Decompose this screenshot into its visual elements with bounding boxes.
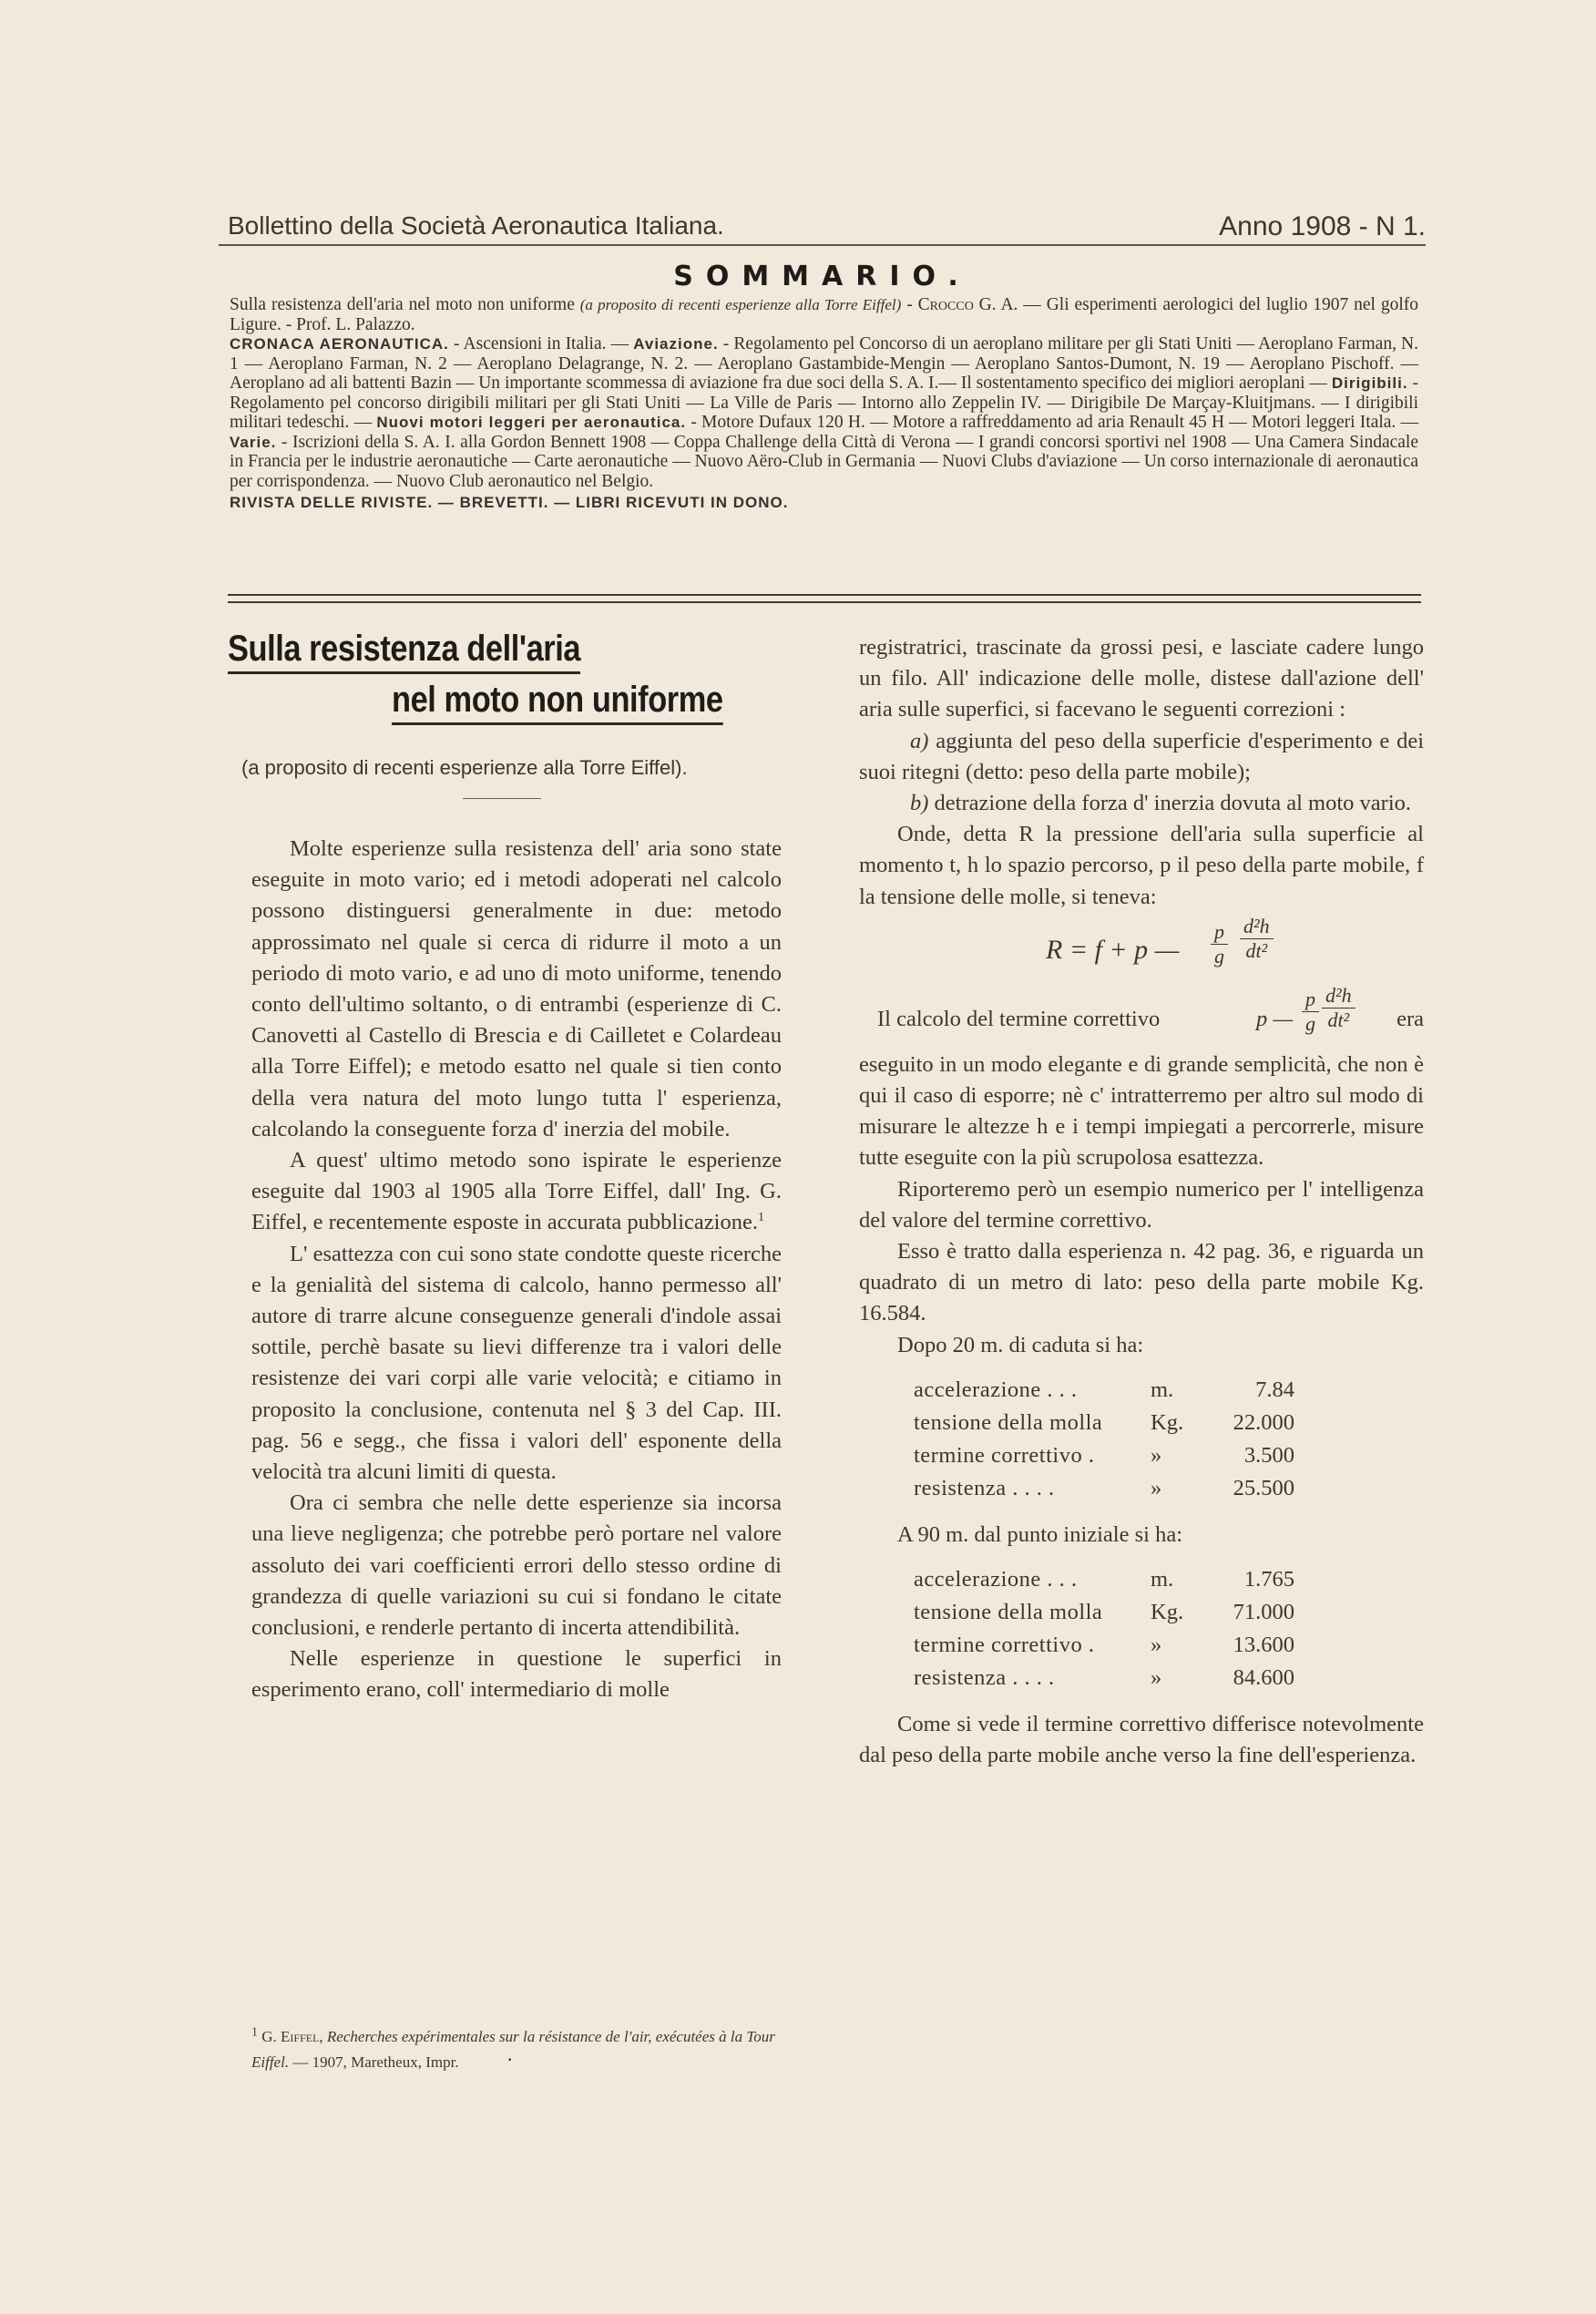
right-column <box>859 632 1424 1771</box>
paragraph <box>251 1145 782 1239</box>
calc-text: Il calcolo del termine correttivo <box>877 1006 1161 1031</box>
paragraph: Come si vede il termine correttivo differisce notevolmente dal peso della parte mobile anche verso la fine dell'esperienza. <box>859 1712 1424 1768</box>
fraction-denominator: dt² <box>1245 938 1268 962</box>
paragraph: Dopo 20 m. di caduta si ha: <box>897 1332 1144 1357</box>
toc-entry-note: (a proposito di recenti esperienze alla Torre Eiffel) <box>579 296 902 313</box>
toc-section-label: Dirigibili. <box>1331 374 1408 392</box>
row-unit: » <box>1151 1475 1162 1500</box>
correction-b <box>859 788 1424 819</box>
row-unit: » <box>1151 1664 1162 1690</box>
paragraph: Ora ci sembra che nelle dette esperienze sia incorsa una lieve negligenza; che potrebbe però portare nel valore assoluto dei vari coefficienti errori dello stesso ordine di grandezza di quelle variazioni su cui si fondano le citate conclusioni, e renderle pertanto di incerta attendibilità. <box>251 1490 782 1641</box>
row-unit: m. <box>1151 1377 1174 1402</box>
correction-term-line <box>859 984 1424 1049</box>
toc-section <box>230 334 1418 491</box>
issue-number: Anno 1908 - N 1. <box>1219 211 1426 241</box>
table-of-contents <box>230 295 1418 513</box>
section-divider <box>228 594 1421 603</box>
correction-a <box>859 726 1424 788</box>
fraction-denominator: g <box>1305 1011 1315 1035</box>
table-row <box>914 1472 1294 1505</box>
paragraph-text: A quest' ultimo metodo sono ispirate le esperienze eseguite dal 1903 al 1905 alla Torre Eiffel, dall' Ing. G. Eiffel, e recentemente esposte in accurata pubblicazione. <box>251 1148 782 1235</box>
row-label: resistenza . . . . <box>914 1664 1055 1690</box>
values-table-90m <box>914 1563 1294 1695</box>
footnote-title: Recherches expérimentales sur la résistance de l'air, exécutées à la Tour Eiffel. <box>251 2028 775 2071</box>
toc-section-text: - Regolamento pel concorso dirigibili militari per gli Stati Uniti — La Ville de Paris — Intorno allo Zeppelin IV. — Dirigibile De Marçay-Kluitjmans. — I dirigibili militari tedeschi. — <box>230 374 1418 432</box>
toc-entry-text: Sulla resistenza dell'aria nel moto non uniforme <box>230 295 575 314</box>
row-label: tensione della molla <box>914 1409 1103 1435</box>
toc-section-text: - Motore Dufaux 120 H. — Motore a raffreddamento ad aria Renault 45 H — Motori leggeri Itala. — <box>691 413 1419 432</box>
table-row <box>914 1629 1294 1662</box>
calc-fraction-p-over-g <box>1302 988 1319 1036</box>
row-value: 22.000 <box>1233 1409 1294 1435</box>
paragraph: A 90 m. dal punto iniziale si ha: <box>897 1521 1183 1547</box>
paragraph: registratrici, trascinate da grossi pesi, e lasciate cadere lungo un filo. All' indicazione delle molle, distese dall'azione dell' aria sulle superfici, si facevano le seguenti correzioni : <box>859 635 1424 722</box>
row-unit: Kg. <box>1151 1409 1184 1435</box>
decorative-dot: · <box>506 2048 514 2071</box>
row-value: 71.000 <box>1233 1599 1294 1624</box>
formula-lhs: R = f + p — <box>1046 934 1180 965</box>
left-column <box>251 834 782 1706</box>
fraction-denominator: dt² <box>1327 1008 1350 1031</box>
calc-fraction-derivative <box>1322 984 1356 1032</box>
paragraph: Molte esperienze sulla resistenza dell' aria sono state eseguite in moto vario; ed i metodi adoperati nel calcolo possono distinguersi generalmente in due: metodo approssimato nel quale si cerca di ridurre il moto a un periodo di moto vario, e ad uno di moto uniforme, tenendo conto dell'ultimo soltanto, o di entrambi (esperienze di C. Canovetti al Castello di Brescia e di Cailletet e Colardeau alla Torre Eiffel); e metodo esatto nel quale si tien conto della vera natura del moto lungo tutta l' esperienza, calcolando la conseguente forza d' inerzia del mobile. <box>251 836 782 1142</box>
article-title-line-1: Sulla resistenza dell'aria <box>228 629 580 674</box>
calc-term: p — <box>1256 1006 1294 1031</box>
row-unit: » <box>1151 1632 1162 1657</box>
toc-section-text: - Regolamento pel Concorso di un aeroplano militare per gli Stati Uniti — Aeroplano Farman, N. 1 — Aeroplano Farman, N. 2 — Aeroplano Delagrange, N. 2. — Aeroplano Gastambide-Mengin — Aeroplano Santos-Dumont, N. 19 — Aeroplano Pischoff. — Aeroplano ad ali battenti Bazin — Un importante scommessa di aviazione fra due soci della S. A. I.— Il sostentamento specifico dei migliori aeroplani — <box>230 334 1419 393</box>
paragraph: eseguito in un modo elegante e di grande semplicità, che non è qui il caso di esporre; nè c' intratterremo per altro sul modo di misurare le altezze h e i tempi impiegati a percorrerle, misure tutte eseguite con la più scrupolosa esattezza. <box>859 1051 1424 1171</box>
item-text: detrazione della forza d' inerzia dovuta al moto vario. <box>934 791 1411 816</box>
row-label: tensione della molla <box>914 1599 1103 1624</box>
header-rule <box>219 244 1426 246</box>
paragraph: Riporteremo però un esempio numerico per l' intelligenza del valore del termine correttivo. <box>859 1176 1424 1233</box>
fraction-denominator: g <box>1214 944 1224 968</box>
toc-entry <box>230 295 1418 334</box>
toc-bottom-sections: RIVISTA DELLE RIVISTE. — BREVETTI. — LIBRI RICEVUTI IN DONO. <box>230 494 789 511</box>
toc-entry-text: Gli esperimenti aerologici del luglio 1907 nel golfo Ligure. - Prof. L. Palazzo. <box>230 295 1419 334</box>
toc-section-label: Aviazione. <box>633 335 719 353</box>
item-text: aggiunta del peso della superficie d'esperimento e dei suoi ritegni (detto: peso della parte mobile); <box>859 728 1425 784</box>
row-value: 84.600 <box>1233 1664 1294 1690</box>
table-row <box>914 1662 1294 1695</box>
toc-section-label: CRONACA AERONAUTICA. <box>230 335 449 353</box>
values-table-20m <box>914 1374 1294 1505</box>
footnote-mark: 1 <box>251 2025 258 2040</box>
title-divider <box>463 798 541 799</box>
toc-section-text: - Ascensioni in Italia. — <box>454 334 629 353</box>
sommario-title: SOMMARIO. <box>673 261 971 292</box>
toc-section-label: Nuovi motori leggeri per aeronautica. <box>376 414 687 431</box>
row-label: termine correttivo . <box>914 1442 1095 1468</box>
row-value: 7.84 <box>1255 1377 1294 1402</box>
fraction-numerator: d²h <box>1322 984 1356 1009</box>
row-value: 13.600 <box>1233 1632 1294 1657</box>
row-unit: m. <box>1151 1566 1174 1592</box>
toc-section-text: - Iscrizioni della S. A. I. alla Gordon Bennett 1908 — Coppa Challenge della Città di Verona — I grandi concorsi sportivi nel 1908 — Una Camera Sindacale in Francia per le industrie aeronautiche — Carte aeronautiche — Nuovo Aëro-Club in Germania — Nuovi Clubs d'aviazione — Un corso internazionale di aeronautica per corrispondenza. — Nuovo Club aeronautico nel Belgio. <box>230 432 1419 491</box>
toc-section-label: Varie. <box>230 433 277 451</box>
row-label: accelerazione . . . <box>914 1566 1078 1592</box>
item-label: a) <box>910 728 929 753</box>
footnote-ref: 1 <box>757 1211 764 1225</box>
article-subtitle: (a proposito di recenti esperienze alla Torre Eiffel). <box>241 756 688 779</box>
footnote-rest: — 1907, Maretheux, Impr. <box>292 2053 459 2071</box>
resistance-formula <box>859 913 1424 984</box>
table-row <box>914 1596 1294 1629</box>
row-label: resistenza . . . . <box>914 1475 1055 1500</box>
row-label: accelerazione . . . <box>914 1377 1078 1402</box>
calc-text-end: era <box>1396 1006 1424 1031</box>
table-row <box>914 1374 1294 1407</box>
row-value: 25.500 <box>1233 1475 1294 1500</box>
article-title-line-2: nel moto non uniforme <box>392 680 723 725</box>
fraction-numerator: d²h <box>1240 915 1274 939</box>
row-value: 3.500 <box>1243 1442 1294 1468</box>
paragraph: Nelle esperienze in questione le superfici in esperimento erano, coll' intermediario di molle <box>251 1646 782 1703</box>
journal-name: Bollettino della Società Aeronautica Italiana. <box>228 211 724 240</box>
footnote <box>251 2024 798 2075</box>
toc-entry-author: - Crocco G. A. — <box>906 295 1041 314</box>
row-label: termine correttivo . <box>914 1632 1095 1657</box>
table-row <box>914 1439 1294 1472</box>
table-row <box>914 1563 1294 1596</box>
fraction-p-over-g <box>1211 920 1228 968</box>
paragraph: Onde, detta R la pressione dell'aria sulla superficie al momento t, h lo spazio percorso, p il peso della parte mobile, f la tensione delle molle, si teneva: <box>859 822 1424 909</box>
footnote-author: G. Eiffel, <box>261 2028 323 2045</box>
table-row <box>914 1407 1294 1439</box>
row-unit: Kg. <box>1151 1599 1184 1624</box>
row-unit: » <box>1151 1442 1162 1468</box>
fraction-numerator: p <box>1211 920 1228 945</box>
row-value: 1.765 <box>1243 1566 1294 1592</box>
item-label: b) <box>910 791 929 816</box>
paragraph: Esso è tratto dalla esperienza n. 42 pag. 36, e riguarda un quadrato di un metro di lato: peso della parte mobile Kg. 16.584. <box>859 1239 1424 1326</box>
fraction-second-derivative <box>1240 915 1274 963</box>
paragraph: L' esattezza con cui sono state condotte queste ricerche e la genialità del sistema di calcolo, hanno permesso all' autore di trarre alcune conseguenze generali d'indole assai sottile, perchè basate su lievi differenze tra i valori delle resistenze dei vari corpi alle varie velocità; e citiamo in proposito la conclusione, contenuta nel § 3 del Cap. III. pag. 56 e segg., che fissa i valori dell' esponente della velocità tra alcuni limiti di questa. <box>251 1241 782 1485</box>
fraction-numerator: p <box>1302 988 1319 1012</box>
